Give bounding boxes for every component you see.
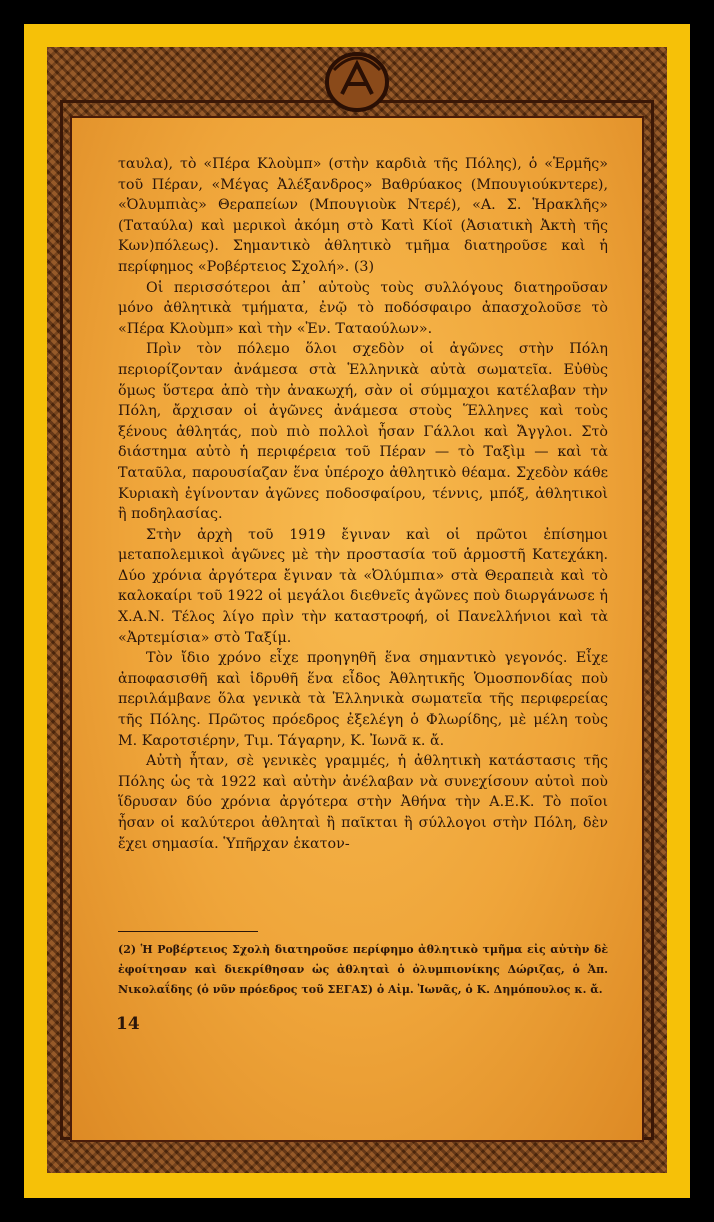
- paragraph-1: ταυλα), τὸ «Πέρα Κλοὺμπ» (στὴν καρδιὰ τῆς Πόλης), ὁ «Ἑρμῆς» τοῦ Πέραν, «Μέγας Ἀλέξανδρος» Βαθρύακος (Μπουγιούκντερε), «Ὀλυμπιὰς» Θεραπείων (Μπουγιοὺκ Ντερέ), «Α. Σ. Ἡρακλῆς» (Ταταύλα) καὶ μερικοὶ ἀκόμη στὸ Κατὶ Κίοϊ (Ἀσιατικὴ Ἀκτὴ τῆς Κων)πόλεως). Σημαντικὸ ἀθλητικὸ τμῆμα διατηροῦσε καὶ ἡ περίφημος «Ροβέρτειος Σχολή». (3): [118, 156, 608, 275]
- paragraph-2: Οἱ περισσότεροι ἀπ᾽ αὐτοὺς τοὺς συλλόγους διατηροῦσαν μόνο ἀθλητικὰ τμήματα, ἐνῷ τὸ ποδόσφαιρο ἀπασχολοῦσε τὸ «Πέρα Κλοὺμπ» καὶ τὴν «Ἐν. Ταταούλων».: [118, 279, 608, 337]
- book-page: [70, 116, 644, 1142]
- paragraph-6: Αὐτὴ ἦταν, σὲ γενικὲς γραμμές, ἡ ἀθλητικὴ κατάστασις τῆς Πόλης ὡς τὰ 1922 καὶ αὐτὴν ἀνέλαβαν νὰ συνεχίσουν αὐτοὶ ποὺ ἵδρυσαν δύο χρόνια ἀργότερα στὴν Ἀθήνα τὴν Α.Ε.Κ. Τὸ ποῖοι ἦσαν οἱ καλύτεροι ἀθληταὶ ἢ παῖκται ἢ σύλλογοι στὴν Πόλη, δὲν ἔχει σημασία. Ὑπῆρχαν ἑκατον-: [118, 753, 608, 852]
- page-number: 14: [116, 1014, 140, 1034]
- body-text: [118, 154, 608, 854]
- crest-ornament-icon: [322, 50, 392, 114]
- paragraph-3: Πρὶν τὸν πόλεμο ὅλοι σχεδὸν οἱ ἀγῶνες στὴν Πόλη περιορίζονταν ἀνάμεσα στὰ Ἑλληνικὰ αὐτὰ σωματεῖα. Εὐθὺς ὅμως ὕστερα ἀπὸ τὴν ἀνακωχή, σὰν οἱ σύμμαχοι κατέλαβαν τὴν Πόλη, ἄρχισαν οἱ ἀγῶνες ἀνάμεσα στοὺς Ἕλληνες καὶ τοὺς ξένους ἀθλητάς, ποὺ πιὸ πολλοὶ ἦσαν Γάλλοι καὶ Ἄγγλοι. Στὸ διάστημα αὐτὸ ἡ περιφέρεια τοῦ Πέραν — τὸ Ταξὶμ — καὶ τὰ Ταταῦλα, παρουσίαζαν ἕνα ὑπέροχο ἀθλητικὸ θέαμα. Σχεδὸν κάθε Κυριακὴ ἐγίνονταν ἀγῶνες ποδοσφαίρου, τέννις, μπόξ, ἀθλητικοὶ ἢ ποδηλασίας.: [118, 341, 608, 523]
- footnote-divider: [118, 931, 258, 932]
- paragraph-5: Τὸν ἴδιο χρόνο εἶχε προηγηθῆ ἕνα σημαντικὸ γεγονός. Εἶχε ἀποφασισθῆ καὶ ἱδρυθῆ ἕνα εἶδος Ἀθλητικῆς Ὁμοσπονδίας ποὺ περιλάμβανε ὅλα γενικὰ τὰ Ἑλληνικὰ σωματεῖα τῆς περιφερείας τῆς Πόλης. Πρῶτος πρόεδρος ἐξελέγη ὁ Φλωρίδης, μὲ μέλη τοὺς Μ. Καροτσιέρην, Τιμ. Τάγαρην, Κ. Ἰωνᾶ κ. ἄ.: [118, 650, 608, 749]
- footnote: (2) Ἡ Ροβέρτειος Σχολὴ διατηροῦσε περίφημο ἀθλητικὸ τμῆμα εἰς αὐτὴν δὲ ἐφοίτησαν καὶ διεκρίθησαν ὡς ἀθληταὶ ὁ ὀλυμπιονίκης Δώριζας, ὁ Ἀπ. Νικολαΐδης (ὁ νῦν πρόεδρος τοῦ ΣΕΓΑΣ) ὁ Αἰμ. Ἰωνᾶς, ὁ Κ. Δημόπουλος κ. ἄ.: [118, 943, 608, 996]
- paragraph-4: Στὴν ἀρχὴ τοῦ 1919 ἔγιναν καὶ οἱ πρῶτοι ἐπίσημοι μεταπολεμικοὶ ἀγῶνες μὲ τὴν προστασία τοῦ ἁρμοστῆ Κατεχάκη. Δύο χρόνια ἀργότερα ἔγιναν τὰ «Ὀλύμπια» στὰ Θεραπειὰ καὶ τὸ καλοκαίρι τοῦ 1922 οἱ μεγάλοι διεθνεῖς ἀγῶνες ποὺ διωργάνωσε ἡ Χ.Α.Ν. Τέλος λίγο πρὶν τὴν καταστροφή, οἱ Πανελλήνιοι καὶ τὰ «Ἀρτεμίσια» στὸ Ταξίμ.: [118, 526, 608, 646]
